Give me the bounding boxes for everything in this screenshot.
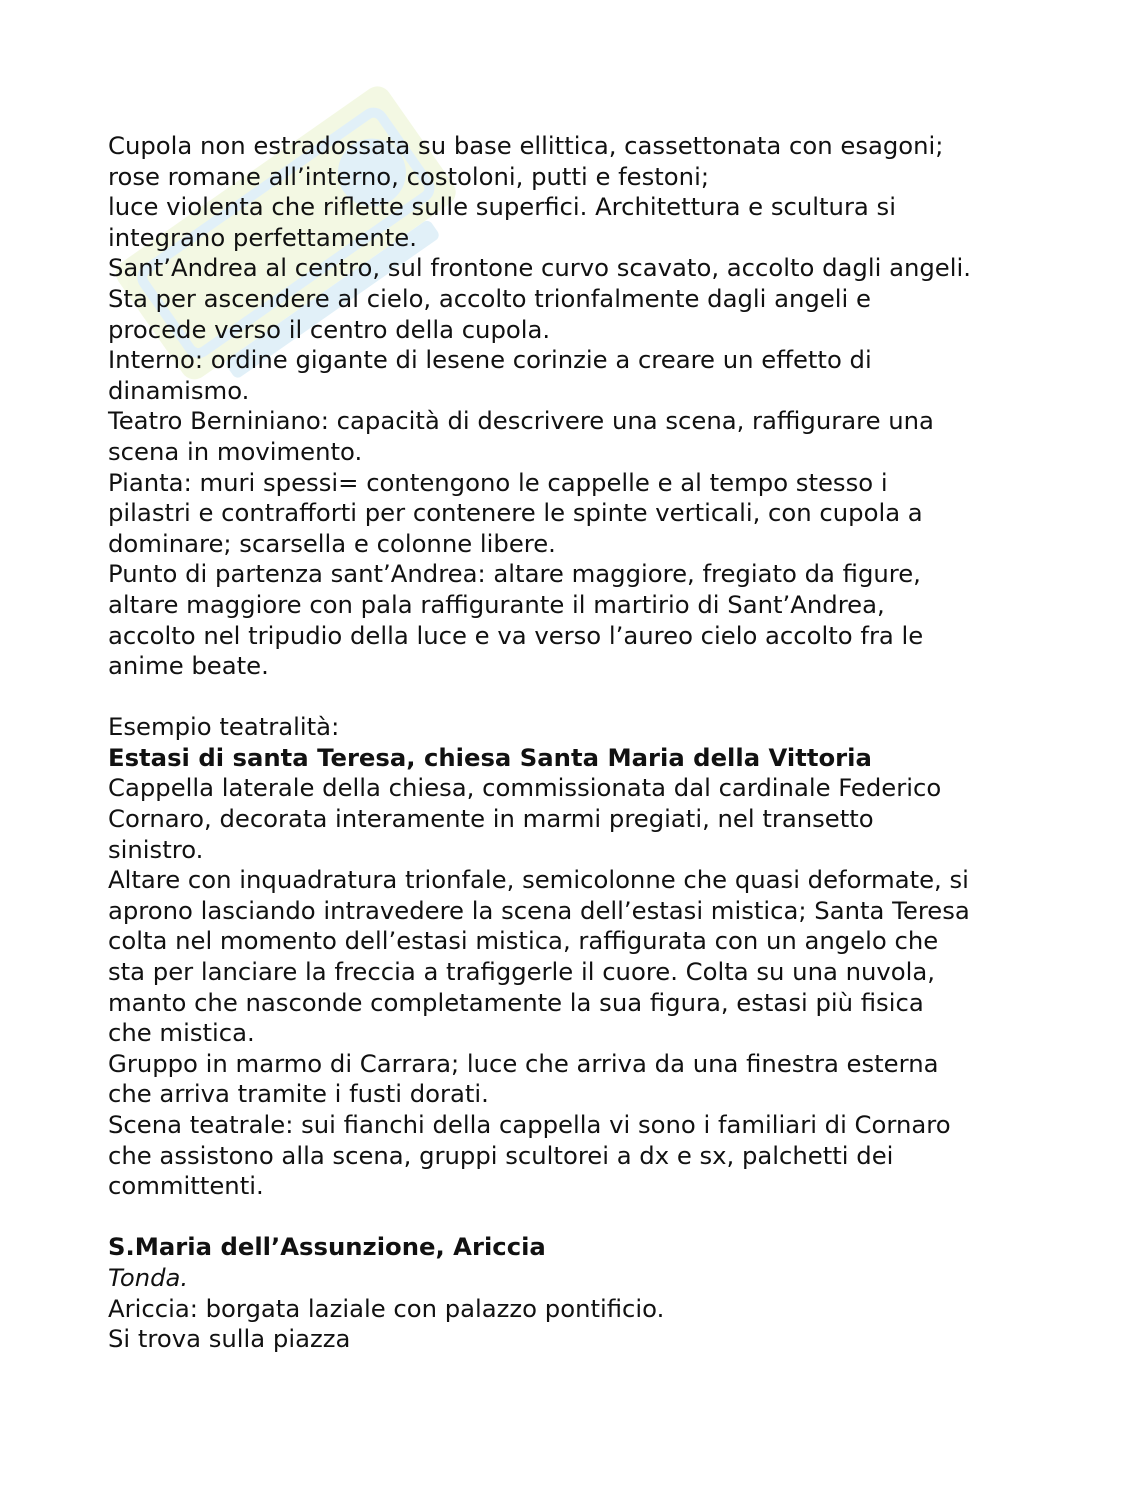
text-line: Cornaro, decorata interamente in marmi pregiati, nel transetto (108, 804, 874, 834)
text-line: che assistono alla scena, gruppi scultorei a dx e sx, palchetti dei (108, 1140, 894, 1170)
section-intro: Esempio teatralità: (108, 712, 340, 742)
text-line: Punto di partenza sant’Andrea: altare maggiore, fregiato da figure, (108, 559, 921, 589)
section-ariccia (108, 1232, 1068, 1354)
text-line: Cappella laterale della chiesa, commissionata dal cardinale Federico (108, 773, 942, 803)
section-heading: S.Maria dell’Assunzione, Ariccia (108, 1232, 546, 1262)
text-line: Gruppo in marmo di Carrara; luce che arriva da una finestra esterna (108, 1048, 939, 1078)
text-line: integrano perfettamente. (108, 222, 417, 252)
text-line: rose romane all’interno, costoloni, putti e festoni; (108, 161, 710, 191)
section-heading: Estasi di santa Teresa, chiesa Santa Maria della Vittoria (108, 742, 872, 772)
text-line: Scena teatrale: sui fianchi della cappella vi sono i familiari di Cornaro (108, 1110, 951, 1139)
text-line: Altare con inquadratura trionfale, semicolonne che quasi deformate, si (108, 865, 969, 895)
text-line: Sant’Andrea al centro, sul frontone curvo scavato, accolto dagli angeli. (108, 253, 971, 283)
text-line: Pianta: muri spessi= contengono le cappelle e al tempo stesso i (108, 467, 888, 497)
text-line: altare maggiore con pala raffigurante il martirio di Sant’Andrea, (108, 589, 885, 619)
text-line: dominare; scarsella e colonne libere. (108, 528, 556, 558)
document-page (108, 131, 1068, 1355)
text-line: Ariccia: borgata laziale con palazzo pontificio. (108, 1293, 665, 1323)
text-line: manto che nasconde completamente la sua figura, estasi più fisica (108, 987, 924, 1017)
text-line: colta nel momento dell’estasi mistica, raffigurata con un angelo che (108, 926, 939, 956)
text-line: sinistro. (108, 834, 204, 864)
text-line: Interno: ordine gigante di lesene corinzie a creare un effetto di (108, 345, 872, 375)
text-line: Si trova sulla piazza (108, 1324, 351, 1354)
text-line: scena in movimento. (108, 436, 363, 466)
text-line: procede verso il centro della cupola. (108, 314, 551, 344)
paragraph-spacer (108, 1202, 1068, 1233)
text-line: che arriva tramite i fusti dorati. (108, 1079, 489, 1109)
text-line: dinamismo. (108, 375, 250, 405)
section-santa-teresa (108, 712, 1068, 1202)
paragraph-spacer (108, 682, 1068, 713)
text-line: che mistica. (108, 1018, 255, 1048)
text-line: anime beate. (108, 651, 269, 681)
text-line: luce violenta che riflette sulle superfici. Architettura e scultura si (108, 192, 896, 222)
text-line: Cupola non estradossata su base ellittica, cassettonata con esagoni; (108, 131, 944, 160)
section-subtitle: Tonda. (108, 1262, 189, 1292)
text-line: aprono lasciando intravedere la scena dell’estasi mistica; Santa Teresa (108, 895, 970, 925)
text-line: accolto nel tripudio della luce e va verso l’aureo cielo accolto fra le (108, 620, 924, 650)
text-line: Teatro Berniniano: capacità di descrivere una scena, raffigurare una (108, 406, 934, 436)
text-line: Sta per ascendere al cielo, accolto trionfalmente dagli angeli e (108, 283, 871, 313)
text-line: pilastri e contrafforti per contenere le spinte verticali, con cupola a (108, 498, 923, 528)
section-santandrea (108, 131, 1068, 682)
text-line: committenti. (108, 1171, 264, 1201)
text-line: sta per lanciare la freccia a trafiggerle il cuore. Colta su una nuvola, (108, 957, 935, 987)
